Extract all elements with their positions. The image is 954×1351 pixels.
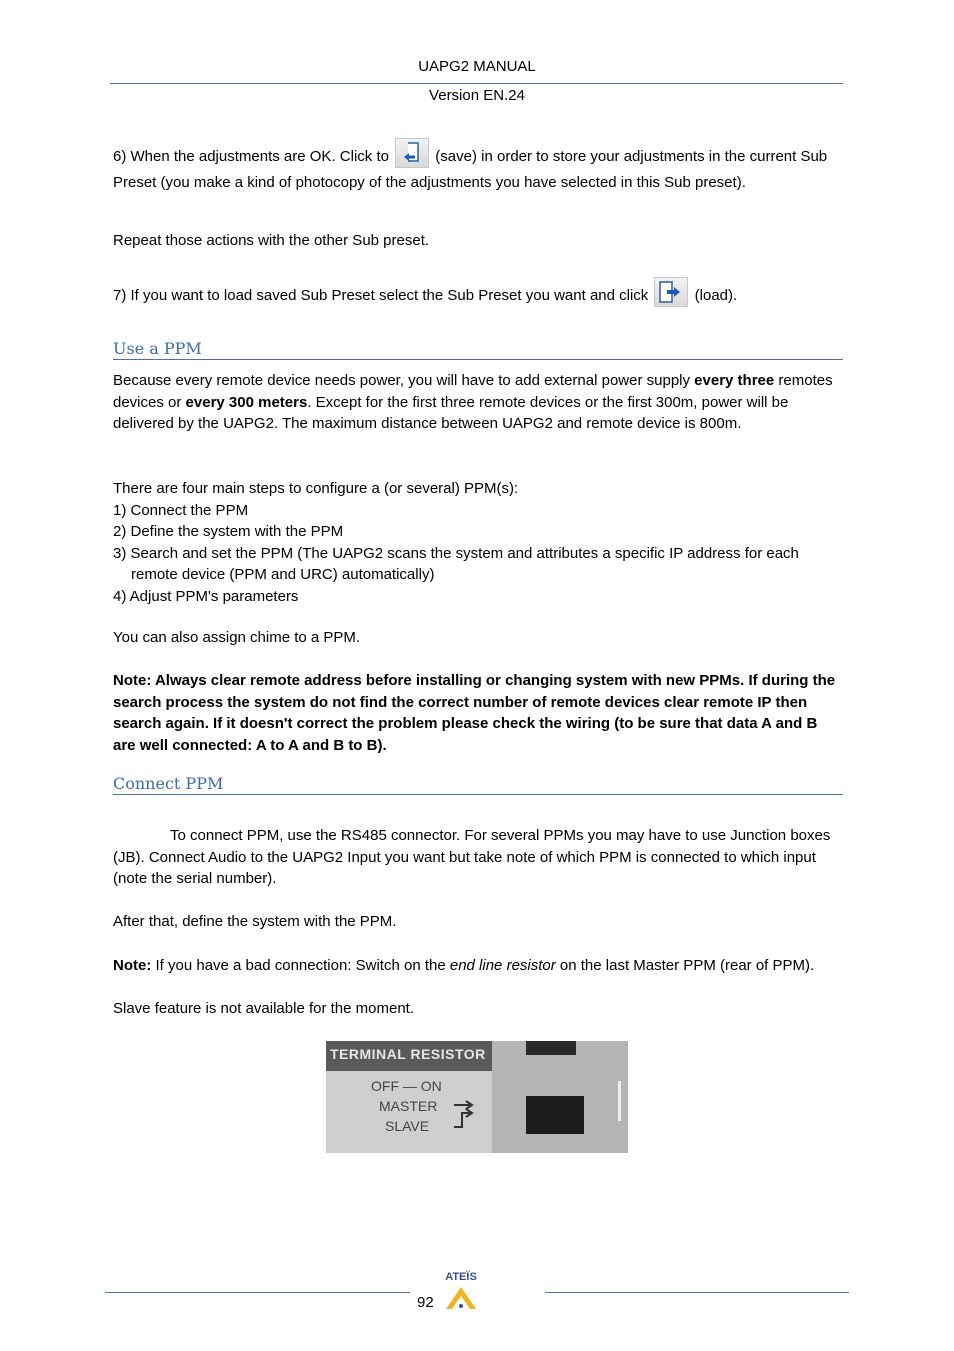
power-text-3: . Except for the first three remote devices or the first 300m, power will be delivered by the UAPG2. The maximum distance between UAPG2 and remote device is 800m. [113, 393, 789, 433]
connection-note [113, 955, 841, 977]
steps-block [113, 478, 841, 608]
repeat-paragraph: Repeat those actions with the other Sub preset. [113, 232, 430, 249]
ateis-logo [438, 1271, 484, 1311]
step6-paragraph [113, 142, 841, 194]
load-icon [654, 277, 688, 307]
step7-paragraph [113, 281, 841, 311]
photo-line3: SLAVE [385, 1118, 430, 1134]
heading-connect-ppm: Connect PPM [113, 774, 843, 795]
heading-use-a-ppm: Use a PPM [113, 339, 843, 360]
list-item: 2) Define the system with the PPM [113, 523, 344, 541]
save-icon [395, 138, 429, 168]
power-text-2: remotes devices or [113, 372, 833, 411]
power-bold-2: every 300 meters [185, 393, 308, 411]
power-text-1: Because every remote device needs power, you will have to add external power supply [113, 372, 695, 389]
footer-rule-right [545, 1292, 849, 1293]
footer-rule-left [105, 1292, 410, 1293]
note-text-1: If you have a bad connection: Switch on the [151, 957, 450, 974]
connect-paragraph: To connect PPM, use the RS485 connector. For several PPMs you may have to use Junction boxes (JB). Connect Audio to the UAPG2 Input you want but take note of which PPM is connected to which input (note the serial number). [113, 827, 831, 888]
power-paragraph [113, 370, 841, 435]
photo-line2: MASTER [379, 1098, 438, 1114]
header-rule [110, 83, 843, 84]
step6-text-after: (save) in order to store your adjustments in the current Sub Preset (you make a kind of photocopy of the adjustments you have selected in this Sub preset). [113, 147, 828, 191]
header-version: Version EN.24 [429, 87, 525, 104]
header-title: UAPG2 MANUAL [418, 58, 536, 75]
logo-text: ATEÏS [445, 1271, 477, 1283]
step7-text-after: (load). [694, 286, 738, 304]
page-number: 92 [417, 1294, 434, 1311]
power-bold-1: every three [694, 372, 775, 389]
list-item: 1) Connect the PPM [113, 501, 249, 519]
slave-paragraph: Slave feature is not available for the moment. [113, 1000, 414, 1017]
steps-intro: There are four main steps to configure a (or several) PPM(s): [113, 480, 519, 497]
photo-line1: OFF — ON [371, 1078, 442, 1094]
note-emphasis: end line resistor [449, 957, 556, 974]
chime-paragraph: You can also assign chime to a PPM. [113, 629, 361, 646]
terminal-resistor-photo [326, 1041, 628, 1153]
note-text-2: on the last Master PPM (rear of PPM). [555, 957, 815, 974]
warning-note: Note: Always clear remote address before installing or changing system with new PPMs. If during the search process the system do not find the correct number of remote devices clear remote IP then search again. If it doesn't correct the problem please check the wiring (to be sure that data A and B are well connected: A to A and B to B). [113, 672, 836, 754]
list-item: 4) Adjust PPM's parameters [113, 587, 299, 605]
define-paragraph: After that, define the system with the PPM. [113, 913, 397, 930]
list-item: 3) Search and set the PPM (The UAPG2 scans the system and attributes a specific IP address for each remote device (PPM and URC) automatically) [113, 544, 799, 584]
step7-text-before: 7) If you want to load saved Sub Preset select the Sub Preset you want and click [113, 286, 649, 304]
note-label: Note: [113, 957, 152, 974]
step6-text-before: 6) When the adjustments are OK. Click to [113, 147, 389, 165]
photo-label: TERMINAL RESISTOR [330, 1046, 486, 1062]
